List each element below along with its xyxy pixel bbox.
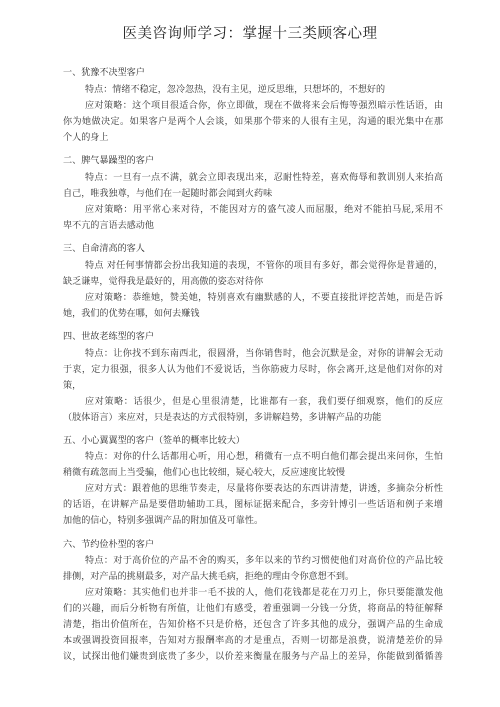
paragraph-line: 特点：对于高价位的产品不舍的购买，多年以来的节约习惯使他们对高价位的产品比较 xyxy=(85,556,443,566)
paragraph-line: 应对策略：用平常心来对待，不能因对方的盛气凌人而屈服，绝对不能拍马屁,采用不 xyxy=(85,205,443,215)
paragraph-line: 缺乏谦卑，觉得我是最好的，用高傲的姿态对待你 xyxy=(63,277,264,287)
page-title: 医美咨询师学习：掌握十三类顾客心理 xyxy=(122,26,378,42)
section-heading: 一、犹豫不决型客户 xyxy=(63,68,145,78)
paragraph-line: 她，我们的优势在哪，如何去赚钱 xyxy=(63,309,200,319)
paragraph-line: 特点：让你找不到东南西北，很圆滑，当你销售时，他会沉默是金，对你的讲解会无动 xyxy=(85,349,443,359)
paragraph-line: 加他的信心，特别多强调产品的附加值及可靠性。 xyxy=(63,516,264,526)
paragraph-line: 应对策略：恭维她，赞美她，特别喜欢有幽默感的人，不要直接批评挖苦她，而是告诉 xyxy=(85,293,443,303)
section-heading: 二、脾气暴躁型的客户 xyxy=(63,156,154,166)
paragraph-line: 议，试探出他们嫌贵到底贵了多少，以价差来衡量在服务与产品上的差异，你能做到循循善 xyxy=(63,652,443,662)
paragraph-line: 特点：情绪不稳定，忽冷忽热，没有主见，逆反思维，只想坏的，不想好的 xyxy=(85,85,386,95)
paragraph-line: 稍微有疏忽而上当受骗，他们心也比较细，疑心较大，反应速度比较慢 xyxy=(63,468,345,478)
section-heading: 三、自命清高的客人 xyxy=(63,244,145,254)
paragraph-line: 特点：对你的什么话都用心听，用心想，稍微有一点不明白他们都会提出来问你，生怕 xyxy=(85,452,443,462)
paragraph-line: 的话语，在讲解产品是要借助辅助工具，图标证据来配合，多旁针博引一些话语和例子来增 xyxy=(63,500,443,510)
paragraph-line: 于衷，定力很强，很多人认为他们不爱说话，当你筋疲力尽时，你会离开,这是他们对你的对 xyxy=(63,365,443,375)
paragraph-line: 排侧，对产品的挑剔最多，对产品大挑毛病，拒绝的理由令你意想不到。 xyxy=(63,572,355,582)
section-heading: 五、小心翼翼型的客户（签单的概率比较大） xyxy=(63,436,245,446)
paragraph-line: 策， xyxy=(63,381,82,391)
paragraph-line: 们的兴趣，而后分析物有所值，让他们有感受，着重强调一分钱一分货，将商品的特征解释 xyxy=(63,604,443,614)
paragraph-line: 本或强调投资回报率，告知对方报酬率高的才是重点，否则一切都是浪费，说清楚差价的异 xyxy=(63,636,443,646)
paragraph-line: 应对策略：其实他们也并非一毛不拔的人，他们花钱都是花在刀刃上，你只要能激发他 xyxy=(85,588,443,598)
section-heading: 四、世故老练型的客户 xyxy=(63,332,154,342)
paragraph-line: 卑不亢的言语去感动他 xyxy=(63,221,154,231)
paragraph-line: 个人的身上 xyxy=(63,133,109,143)
paragraph-line: 应对策略：这个项目很适合你，你立即做，现在不做将来会后悔等强烈暗示性话语，由 xyxy=(85,101,443,111)
paragraph-line: 应对方式：跟着他的思维节奏走，尽量将你要表达的东西讲清楚，讲透，多摘杂分析性 xyxy=(85,484,443,494)
paragraph-line: （肢体语言）来应对，只是表达的方式很特别，多讲解趋势，多讲解产品的功能 xyxy=(63,413,382,423)
paragraph-line: 应对策略：话很少，但是心里很清楚，比谁都有一套，我们要仔细观察，他们的反应 xyxy=(85,397,443,407)
paragraph-line: 你为她做决定。如果客户是两个人会谈，如果那个带来的人很有主见，沟通的眼光集中在那 xyxy=(63,117,443,127)
paragraph-line: 特点 对任何事情都会扮出我知道的表现，不管你的项目有多好，都会觉得你是普通的， xyxy=(85,261,443,271)
paragraph-line: 自己，唯我独尊，与他们在一起随时都会闻到火药味 xyxy=(63,189,273,199)
paragraph-line: 清楚，指出价值所在，告知价格不只是价格，还包含了许多其他的成分，强调产品的生命成 xyxy=(63,620,443,630)
section-heading: 六、节约俭朴型的客户 xyxy=(63,540,154,550)
paragraph-line: 特点：一旦有一点不满，就会立即表现出来，忍耐性特差，喜欢侮辱和教训别人来抬高 xyxy=(85,173,443,183)
